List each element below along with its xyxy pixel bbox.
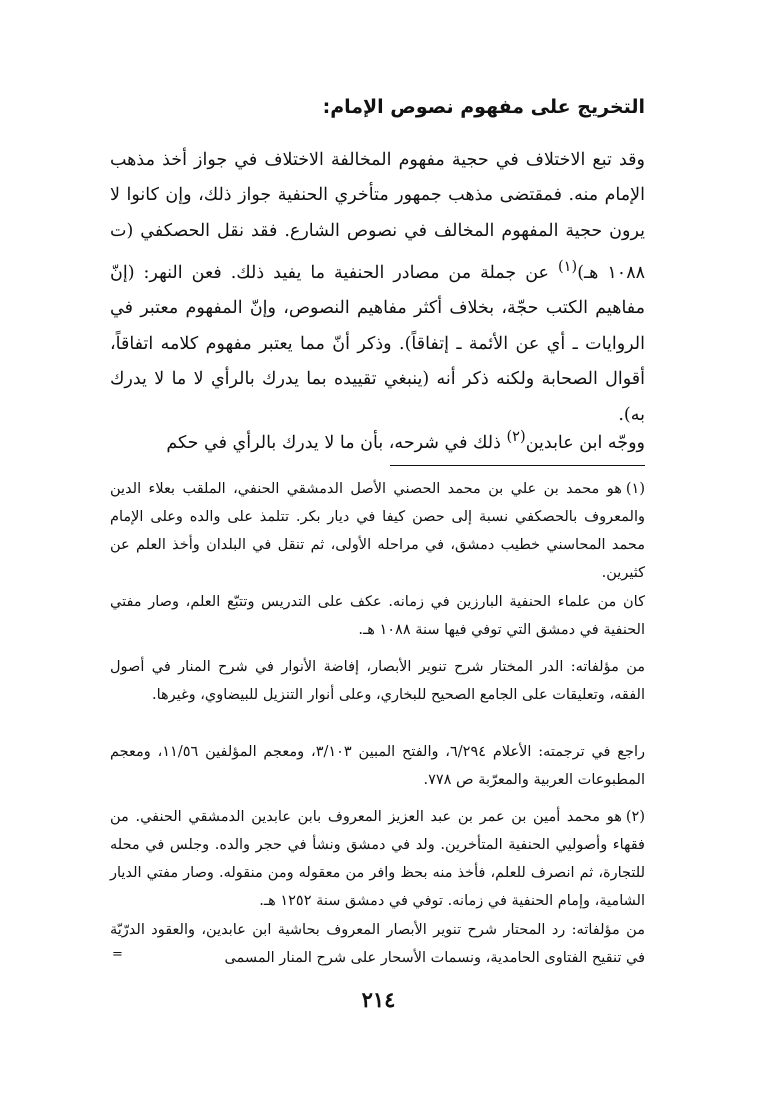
footnote-2-bio: هو محمد أمين بن عمر بن عبد العزيز المعروف بابن عابدين الدمشقي الحنفي. من فقهاء وأصوليي الحنفية المتأخرين. ولد في دمشق ونشأ في حجر والده. وجلس في محله للتجارة، ثم انصرف للعلم، فأخذ منه بحظ وافر من معقوله ومن منقوله. وصار مفتي الديار الشامية، وإمام الحنفية في زمانه. توفي في دمشق سنة ١٢٥٢ هـ. [110, 809, 645, 909]
page-number: ٢١٤ [361, 987, 396, 1012]
continuation-mark: = [112, 947, 123, 962]
footnote-2 [110, 803, 645, 915]
section-heading: التخريج على مفهوم نصوص الإمام: [322, 96, 645, 118]
body-paragraph-2-text-b: ذلك في شرحه، بأن ما لا يدرك بالرأي في حكم [166, 432, 507, 453]
footnote-1 [110, 475, 645, 587]
body-paragraph-1 [110, 143, 645, 433]
footnote-1-works: من مؤلفاته: الدر المختار شرح تنوير الأبصار، إفاضة الأنوار في شرح المنار في أصول الفقه، وتعليقات على الجامع الصحيح للبخاري، وعلى أنوار التنزيل للبيضاوي، وغيرها. [110, 659, 645, 703]
footnote-2-marker: (٢) [625, 809, 645, 825]
footnote-1-marker: (١) [625, 481, 645, 497]
footnote-1-references: راجع في ترجمته: الأعلام ٦/٢٩٤، والفتح المبين ٣/١٠٣، ومعجم المؤلفين ١١/٥٦، ومعجم المطبوعات العربية والمعرّبة ص ٧٧٨. [110, 744, 645, 788]
footnote-separator [390, 465, 645, 466]
footnote-ref-1[interactable]: (١) [557, 258, 578, 276]
body-paragraph-1-text-a: وقد تبع الاختلاف في حجية مفهوم المخالفة الاختلاف في جواز أخذ مذهب الإمام منه. فمقتضى مذهب جمهور متأخري الحنفية جواز ذلك، وإن كانوا لا يرون حجية المفهوم المخالف في نصوص الشارع. فقد نقل الحصكفي (ت ١٠٨٨ هـ) [110, 150, 645, 284]
footnote-ref-2[interactable]: (٢) [506, 428, 526, 445]
footnote-1-bio: هو محمد بن علي بن محمد الحصني الأصل الدمشقي الحنفي، الملقب بعلاء الدين والمعروف بالحصكفي نسبة إلى حصن كيفا في ديار بكر. تتلمذ على والده وعلى الإمام محمد المحاسني خطيب دمشق، في مراحله الأولى، ثم تنقل في البلدان وأخذ العلم عن كثيرين. [110, 481, 645, 581]
footnote-1-career: كان من علماء الحنفية البارزين في زمانه. عكف على التدريس وتتبّع العلم، وصار مفتي الحنفية في دمشق التي توفي فيها سنة ١٠٨٨ هـ. [110, 594, 645, 638]
footnote-2-works: من مؤلفاته: رد المحتار شرح تنوير الأبصار المعروف بحاشية ابن عابدين، والعقود الدرّيّة في تنقيح الفتاوى الحامدية، ونسمات الأسحار على شرح المنار المسمى [110, 922, 645, 966]
body-paragraph-1-text-b: عن جملة من مصادر الحنفية ما يفيد ذلك. فعن النهر: (إنّ مفاهيم الكتب حجّة، بخلاف أكثر مفاهيم النصوص، وإنّ المفهوم معتبر في الروايات ـ أي عن الأئمة ـ إتفاقاً). وذكر أنّ مما يعتبر مفهوم كلامه اتفاقاً، أقوال الصحابة ولكنه ذكر أنه (ينبغي تقييده بما يدرك بالرأي لا ما لا يدرك به). [110, 263, 645, 425]
body-paragraph-2-text-a: ووجّه ابن عابدين [525, 432, 645, 453]
body-paragraph-2 [110, 419, 645, 461]
